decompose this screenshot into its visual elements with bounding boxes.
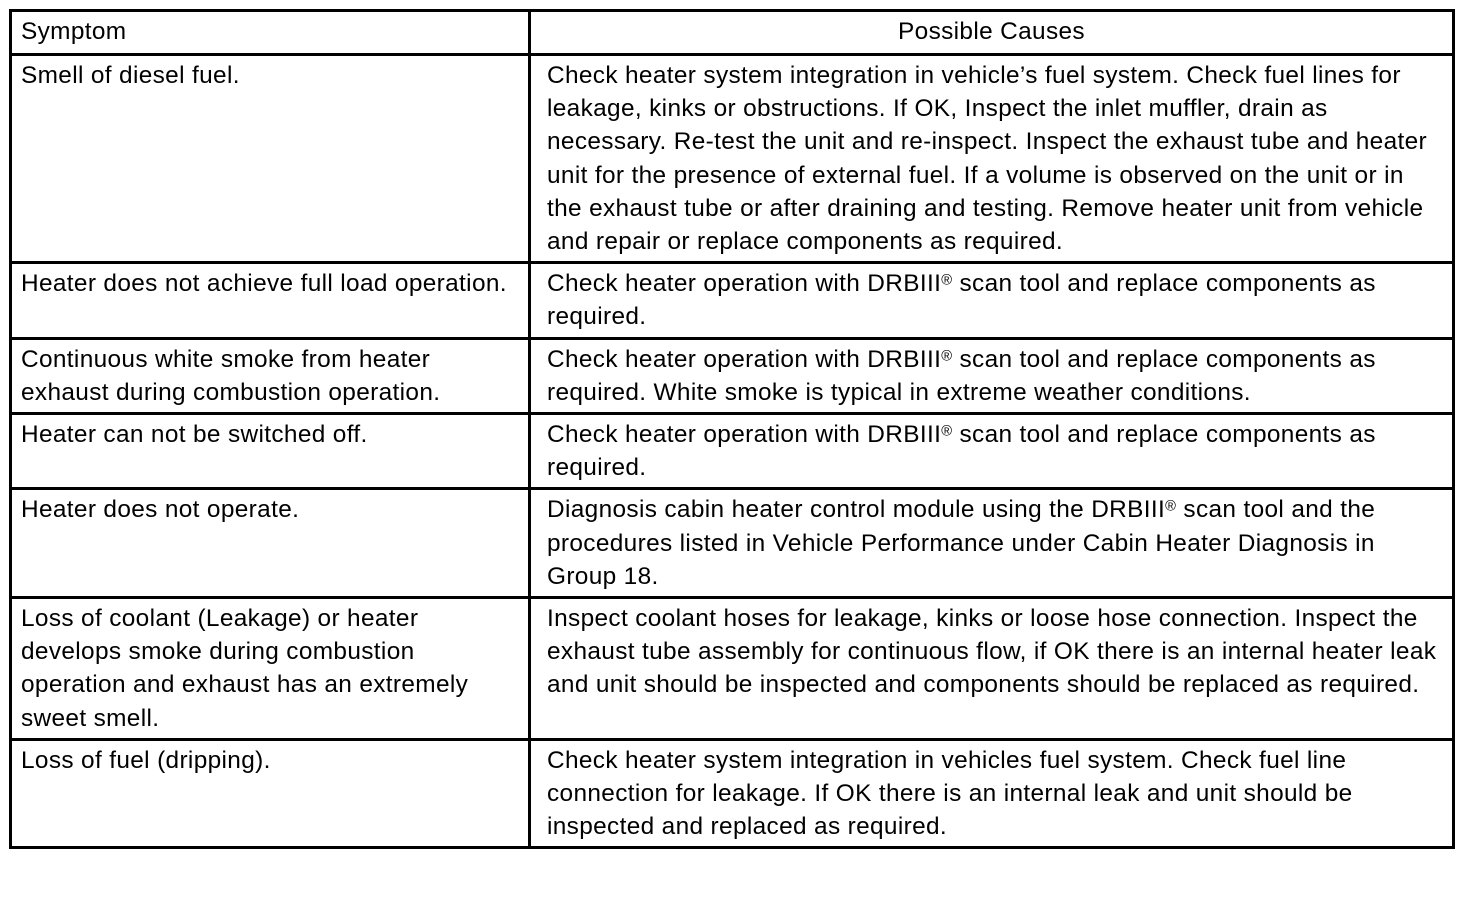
table-row (11, 489, 1454, 598)
symptom-cell: Heater does not operate. (11, 489, 530, 598)
cause-text-continued: scan tool and replace components as required. (547, 270, 1376, 331)
cause-text: Check heater system integration in vehicles fuel system. Check fuel line connection for leakage. If OK there is an internal leak and unit should be inspected and replaced as required. (547, 746, 1353, 841)
symptom-cell: Heater does not achieve full load operation. (11, 263, 530, 338)
cause-cell (530, 338, 1454, 413)
cause-text: Check heater operation with DRBIII (547, 421, 942, 449)
symptom-cell: Continuous white smoke from heater exhaust during combustion operation. (11, 338, 530, 413)
cause-cell (530, 598, 1454, 740)
cause-text-continued: scan tool and replace components as required. (547, 421, 1376, 482)
symptom-cell: Loss of coolant (Leakage) or heater develops smoke during combustion operation and exhaust has an extremely sweet smell. (11, 598, 530, 740)
registered-mark: ® (941, 348, 953, 365)
cause-cell (530, 489, 1454, 598)
registered-mark: ® (941, 272, 953, 289)
cause-text: Diagnosis cabin heater control module using the DRBIII (547, 496, 1166, 524)
symptom-cell: Loss of fuel (dripping). (11, 739, 530, 848)
cause-cell (530, 414, 1454, 489)
symptom-cell: Heater can not be switched off. (11, 414, 530, 489)
cause-text-continued: scan tool and replace components as required. White smoke is typical in extreme weather conditions. (547, 345, 1376, 406)
registered-mark: ® (1165, 498, 1177, 515)
table-row (11, 263, 1454, 338)
symptom-column-header: Symptom (11, 11, 530, 55)
registered-mark: ® (941, 423, 953, 440)
table-header-row (11, 11, 1454, 55)
table-row (11, 55, 1454, 263)
table-row (11, 414, 1454, 489)
possible-causes-column-header: Possible Causes (530, 11, 1454, 55)
cause-text: Inspect coolant hoses for leakage, kinks or loose hose connection. Inspect the exhaust tube assembly for continuous flow, if OK there is an internal heater leak and unit should be inspected and components should be replaced as required. (547, 605, 1437, 699)
table-row (11, 739, 1454, 848)
cause-text: Check heater system integration in vehicle’s fuel system. Check fuel lines for leakage, kinks or obstructions. If OK, Inspect the inlet muffler, drain as necessary. Re-test the unit and re-inspect. Inspect the exhaust tube and heater unit for the presence of external fuel. If a volume is observed on the unit or in the exhaust tube or after draining and testing. Remove heater unit from vehicle and repair or replace components as required. (547, 62, 1428, 256)
cause-text-continued: scan tool and the procedures listed in Vehicle Performance under Cabin Heater Diagnosis in Group 18. (547, 496, 1376, 590)
cause-text: Check heater operation with DRBIII (547, 270, 942, 298)
troubleshooting-table (9, 9, 1455, 849)
symptom-cell: Smell of diesel fuel. (11, 55, 530, 263)
cause-cell (530, 739, 1454, 848)
table-row (11, 598, 1454, 740)
cause-cell (530, 55, 1454, 263)
cause-text: Check heater operation with DRBIII (547, 345, 942, 373)
cause-cell (530, 263, 1454, 338)
table-row (11, 338, 1454, 413)
